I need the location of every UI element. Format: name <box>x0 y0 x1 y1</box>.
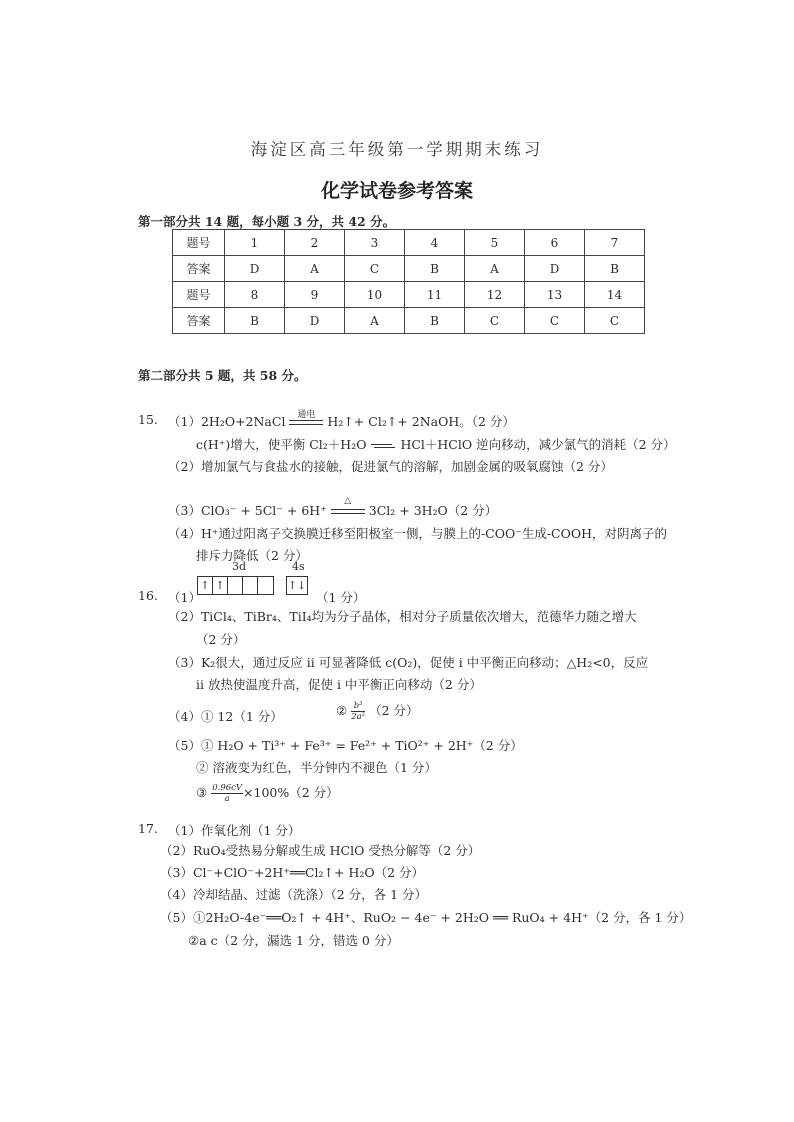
document-subtitle: 化学试卷参考答案 <box>320 180 473 202</box>
table-row <box>173 308 645 334</box>
answer-table <box>172 229 645 334</box>
table-row-label: 题号 <box>173 282 225 308</box>
orbital-box: ↑ <box>198 577 213 594</box>
q15-condition: 通电 <box>297 409 316 420</box>
q16-line9-rest: ×100%（2 分） <box>243 785 339 800</box>
q16-line3: （2 分） <box>196 632 246 647</box>
fraction-numerator: 0.96cV <box>212 783 243 793</box>
table-row-label: 答案 <box>173 308 225 334</box>
fraction <box>211 783 243 804</box>
heat-icon: △ <box>344 495 352 506</box>
q15-line2-b: HCl＋HClO 逆向移动，减少氯气的消耗（2 分） <box>400 437 676 452</box>
table-row <box>173 230 645 256</box>
part1-heading: 第一部分共 14 题，每小题 3 分，共 42 分。 <box>138 214 396 229</box>
table-cell: D <box>225 256 285 282</box>
equals-sign-icon <box>289 409 323 429</box>
q17-number: 17. <box>138 821 158 836</box>
q16-line7: （5）① H₂O + Ti³⁺ + Fe³⁺ = Fe²⁺ + TiO²⁺ + 2H⁺（2 分） <box>168 738 523 753</box>
table-cell: 13 <box>525 282 585 308</box>
table-cell: 4 <box>405 230 465 256</box>
table-cell: 6 <box>525 230 585 256</box>
orbital-diagram-3d <box>197 576 274 595</box>
table-cell: B <box>405 308 465 334</box>
table-cell: 9 <box>285 282 345 308</box>
table-cell: D <box>525 256 585 282</box>
table-cell: 12 <box>465 282 525 308</box>
q16-number: 16. <box>138 588 158 603</box>
q16-line5: ii 放热使温度升高，促使 i 中平衡正向移动（2 分） <box>196 677 482 692</box>
table-cell: 11 <box>405 282 465 308</box>
table-cell: 7 <box>585 230 645 256</box>
q16-line8: ② 溶液变为红色，半分钟内不褪色（1 分） <box>196 760 437 775</box>
equals-sign-icon <box>331 495 365 518</box>
q17-line6: ②a c（2 分，漏选 1 分，错选 0 分） <box>188 933 399 948</box>
q16-line6b <box>336 701 419 722</box>
table-cell: C <box>465 308 525 334</box>
table-cell: A <box>345 308 405 334</box>
q15-number: 15. <box>138 412 158 427</box>
orbital-diagram-4s <box>286 576 308 595</box>
q15-line6: 排斥力降低（2 分） <box>196 548 308 563</box>
q15-line4-b: 3Cl₂ + 3H₂O（2 分） <box>368 503 498 518</box>
table-cell: A <box>285 256 345 282</box>
table-cell: 2 <box>285 230 345 256</box>
q16-line4: （3）K₂很大，通过反应 ii 可显著降低 c(O₂)，促使 i 中平衡正向移动；△H₂<0，反应 <box>168 655 649 670</box>
table-cell: 3 <box>345 230 405 256</box>
table-cell: 8 <box>225 282 285 308</box>
table-cell: A <box>465 256 525 282</box>
q15-line4 <box>168 495 498 519</box>
table-row <box>173 282 645 308</box>
q15-line2 <box>196 435 676 453</box>
fraction <box>351 701 365 722</box>
q15-line4-a: （3）ClO₃⁻ + 5Cl⁻ + 6H⁺ <box>168 503 327 518</box>
table-cell: B <box>585 256 645 282</box>
q16-line1-score: （1 分） <box>316 590 366 605</box>
table-cell: D <box>285 308 345 334</box>
table-row-label: 答案 <box>173 256 225 282</box>
q15-line2-a: c(H⁺)增大，使平衡 Cl₂＋H₂O <box>196 437 367 452</box>
table-cell: 5 <box>465 230 525 256</box>
table-cell: B <box>225 308 285 334</box>
table-cell: 14 <box>585 282 645 308</box>
q15-line3: （2）增加氯气与食盐水的接触，促进氯气的溶解，加剧金属的吸氧腐蚀（2 分） <box>168 459 613 474</box>
part2-heading: 第二部分共 5 题，共 58 分。 <box>138 368 307 383</box>
table-row-label: 题号 <box>173 230 225 256</box>
orbital-3d-label: 3d <box>232 560 247 573</box>
q15-line1 <box>168 409 515 430</box>
orbital-box <box>228 577 243 594</box>
table-cell: 1 <box>225 230 285 256</box>
q15-line1-products: H₂↑+ Cl₂↑+ 2NaOH。（2 分） <box>327 414 515 429</box>
orbital-box <box>258 577 273 594</box>
fraction-denominator: 2a² <box>351 712 366 722</box>
orbital-box: ↑ <box>213 577 228 594</box>
q17-line3: （3）Cl⁻+ClO⁻+2H⁺══Cl₂↑+ H₂O（2 分） <box>160 865 425 880</box>
table-cell: C <box>345 256 405 282</box>
fraction-numerator: b³ <box>351 701 365 712</box>
q16-line2: （2）TiCl₄、TiBr₄、TiI₄均为分子晶体，相对分子质量依次增大，范德华力随之增大 <box>168 609 637 624</box>
table-cell: C <box>585 308 645 334</box>
q17-line5: （5）①2H₂O-4e⁻══O₂↑ + 4H⁺、RuO₂ − 4e⁻ + 2H₂O ══ RuO₄ + 4H⁺（2 分，各 1 分） <box>160 910 692 925</box>
orbital-4s-label: 4s <box>292 560 305 573</box>
table-cell: B <box>405 256 465 282</box>
fraction-denominator: a <box>224 794 230 804</box>
orbital-box: ↑↓ <box>287 579 307 592</box>
q16-line6b-label: ② <box>336 703 348 718</box>
q17-line2: （2）RuO₄受热易分解或生成 HClO 受热分解等（2 分） <box>160 843 481 858</box>
table-cell: 10 <box>345 282 405 308</box>
q15-line1-label: （1） <box>168 414 201 429</box>
table-row <box>173 256 645 282</box>
q15-line1-reactants: 2H₂O+2NaCl <box>200 414 286 429</box>
q17-line4: （4）冷却结晶、过滤（洗涤）（2 分，各 1 分） <box>160 887 428 902</box>
q17-line1: （1）作氧化剂（1 分） <box>168 823 301 838</box>
q16-line6a: （4）① 12（1 分） <box>168 709 283 724</box>
q16-line9-label: ③ <box>196 785 208 800</box>
document-title: 海淀区高三年级第一学期期末练习 <box>250 140 544 159</box>
table-cell: C <box>525 308 585 334</box>
q16-line6b-score: （2 分） <box>369 703 419 718</box>
q16-line9 <box>196 783 339 804</box>
q15-line5: （4）H⁺通过阳离子交换膜迁移至阳极室一侧，与膜上的-COO⁻生成-COOH，对阴离子的 <box>168 526 668 541</box>
q16-line1-label: （1） <box>168 590 201 605</box>
reversible-arrow-icon <box>370 441 396 451</box>
orbital-box <box>243 577 258 594</box>
